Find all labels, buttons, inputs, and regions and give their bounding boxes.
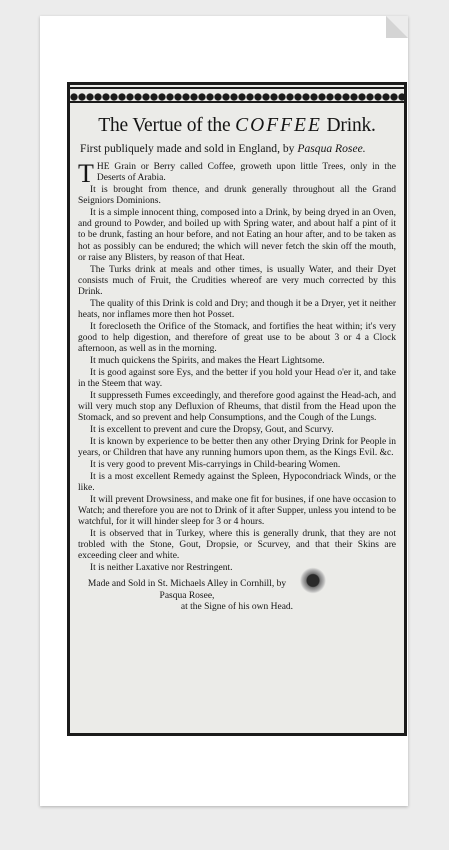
- broadside-title: [78, 115, 396, 137]
- print-mount: [40, 16, 408, 806]
- paragraph-15: It is observed that in Turkey, where this is generally drunk, that they are not trobled with the Stone, Gout, Dropsie, or Scurvey, and that their Skins are exceeding cleer and white.: [78, 528, 396, 562]
- royal-seal-icon: [300, 564, 326, 594]
- corner-curl: [386, 16, 408, 38]
- title-prefix: The Vertue of the: [98, 115, 231, 136]
- broadside-image: [67, 82, 407, 736]
- paragraph-3: It is a simple innocent thing, composed into a Drink, by being dryed in an Oven, and ground to Powder, and boiled up with Spring water, and about half a pint of it to be drunk, fasting an hour before, and not Eating an hour after, and to be taken as hot as possibly can be endured; the which will never fetch the skin off the mouth, or raise any Blisters, by reason of that Heat.: [78, 208, 396, 263]
- paragraph-10: It is excellent to prevent and cure the Dropsy, Gout, and Scurvy.: [90, 425, 334, 436]
- subtitle-name: Pasqua Rosee.: [297, 142, 366, 155]
- imprint-line-2: at the Signe of his own Head.: [180, 602, 294, 613]
- ornament-border: [70, 85, 404, 105]
- paragraph-16: It is neither Laxative nor Restringent.: [78, 563, 396, 574]
- broadside-page: [70, 85, 404, 733]
- paragraph-12: It is very good to prevent Mis-carryings in Child-bearing Women.: [90, 459, 341, 470]
- broadside-body: [78, 159, 396, 574]
- subtitle-text: First publiquely made and sold in England, by: [80, 142, 295, 155]
- paragraph-7: It much quickens the Spirits, and makes the Heart Lightsome.: [90, 356, 325, 367]
- paragraph-9: It suppresseth Fumes exceedingly, and therefore good against the Head-ach, and will very much stop any Defluxion of Rheums, that distil from the Head upon the Stomack, and so prevent and help Consumptions, and the Cough of the Lungs.: [78, 390, 396, 424]
- imprint: [78, 579, 396, 614]
- paragraph-2: It is brought from thence, and drunk generally throughout all the Grand Seigniors Dominions.: [78, 185, 396, 207]
- paragraph-8: It is good against sore Eys, and the better if you hold your Head o'er it, and take in the Steem that way.: [78, 367, 396, 390]
- paragraph-1: THE Grain or Berry called Coffee, groweth upon little Trees, only in the Deserts of Arabia.: [78, 159, 396, 188]
- broadside-subtitle: [78, 142, 396, 156]
- paragraph-6: It forecloseth the Orifice of the Stomack, and fortifies the heat within; it's very good to help digestion, and therefore of great use to be about 3 or 4 a Clock afternoon, as well as in the morning.: [78, 321, 396, 355]
- title-coffee: COFFEE: [235, 115, 322, 136]
- paragraph-5: The quality of this Drink is cold and Dry; and though it be a Dryer, yet it neither heats, nor inflames more then hot Posset.: [78, 298, 396, 321]
- drop-cap: T: [78, 159, 94, 188]
- paragraph-14: It will prevent Drowsiness, and make one fit for busines, if one have occasion to Watch; and therefore you are not to Drink of it after Supper, unless you intend to be watchful, for it will hinder sleep for 3 or 4 hours.: [78, 494, 396, 528]
- imprint-line-1: Made and Sold in St. Michaels Alley in Cornhill, by Pasqua Rosee,: [87, 579, 287, 601]
- paragraph-13: It is a most excellent Remedy against the Spleen, Hypocondriack Winds, or the like.: [78, 471, 396, 493]
- title-suffix: Drink.: [326, 115, 376, 136]
- paragraph-11: It is known by experience to be better then any other Drying Drink for People in years, or Children that have any running humors upon them, as the Kings Evil. &c.: [78, 436, 396, 459]
- paragraph-4: The Turks drink at meals and other times, is usually Water, and their Dyet consists much of Fruit, the Crudities whereof are very much corrected by this Drink.: [78, 264, 396, 298]
